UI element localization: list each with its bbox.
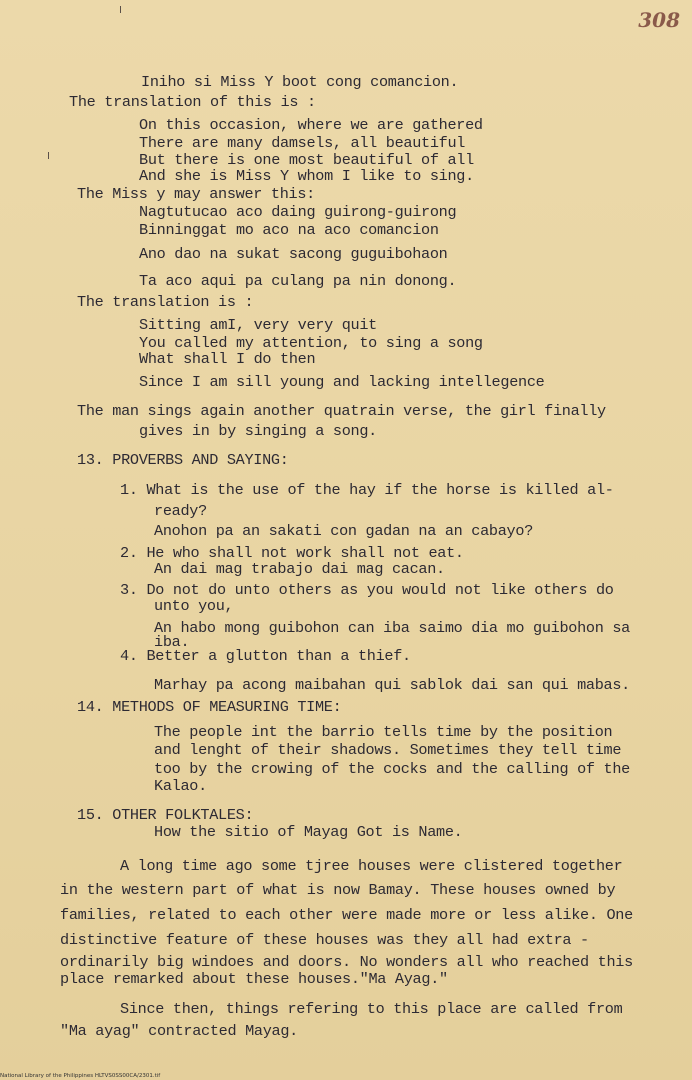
section-heading: 14. METHODS OF MEASURING TIME: bbox=[77, 698, 342, 716]
text-line: But there is one most beautiful of all bbox=[139, 151, 474, 169]
text-line: An habo mong guibohon can iba saimo dia mo guibohon sa bbox=[154, 619, 630, 637]
text-line: Marhay pa acong maibahan qui sablok dai san qui mabas. bbox=[154, 676, 630, 694]
text-line: How the sitio of Mayag Got is Name. bbox=[154, 823, 463, 841]
text-line: The man sings again another quatrain verse, the girl finally bbox=[77, 402, 606, 420]
text-line: Sitting amI, very very quit bbox=[139, 316, 377, 334]
text-line: 3. Do not do unto others as you would not like others do bbox=[120, 581, 614, 599]
text-line: The translation of this is : bbox=[69, 93, 316, 111]
text-line: You called my attention, to sing a song bbox=[139, 334, 483, 352]
text-line: 1. What is the use of the hay if the horse is killed al- bbox=[120, 481, 614, 499]
text-line: And she is Miss Y whom I like to sing. bbox=[139, 167, 474, 185]
text-line: unto you, bbox=[154, 597, 234, 615]
page-number: 308 bbox=[638, 8, 680, 32]
text-line: in the western part of what is now Bamay. These houses owned by bbox=[60, 881, 616, 899]
archive-footer: National Library of the Philippines HLTVS0SS00CA/2301.tif bbox=[0, 1073, 161, 1079]
section-heading: 15. OTHER FOLKTALES: bbox=[77, 806, 254, 824]
text-line: What shall I do then bbox=[139, 350, 316, 368]
text-line: families, related to each other were made more or less alike. One bbox=[60, 906, 633, 924]
text-line: Since I am sill young and lacking intellegence bbox=[139, 373, 545, 391]
text-line: Since then, things refering to this place are called from bbox=[120, 1000, 623, 1018]
text-line: On this occasion, where we are gathered bbox=[139, 116, 483, 134]
text-line: Kalao. bbox=[154, 777, 207, 795]
text-line: gives in by singing a song. bbox=[139, 422, 377, 440]
text-line: Anohon pa an sakati con gadan na an cabayo? bbox=[154, 522, 534, 540]
text-line: ready? bbox=[154, 502, 207, 520]
text-line: Nagtutucao aco daing guirong-guirong bbox=[139, 203, 457, 221]
text-line: The people int the barrio tells time by the position bbox=[154, 723, 613, 741]
text-line: ordinarily big windoes and doors. No wonders all who reached this bbox=[60, 953, 633, 971]
text-line: too by the crowing of the cocks and the calling of the bbox=[154, 760, 630, 778]
margin-mark bbox=[48, 152, 49, 159]
text-line: A long time ago some tjree houses were clistered together bbox=[120, 857, 623, 875]
text-line: iba. bbox=[154, 633, 190, 651]
text-line: 2. He who shall not work shall not eat. bbox=[120, 544, 464, 562]
margin-mark bbox=[120, 6, 121, 13]
text-line: Iniho si Miss Y boot cong comancion. bbox=[141, 73, 459, 91]
text-line: place remarked about these houses."Ma Ayag." bbox=[60, 970, 448, 988]
text-line: The translation is : bbox=[77, 293, 254, 311]
text-line: The Miss y may answer this: bbox=[77, 185, 315, 203]
text-line: Binninggat mo aco na aco comancion bbox=[139, 221, 439, 239]
text-line: and lenght of their shadows. Sometimes they tell time bbox=[154, 741, 622, 759]
text-line: An dai mag trabajo dai mag cacan. bbox=[154, 560, 445, 578]
text-line: Ano dao na sukat sacong guguibohaon bbox=[139, 245, 448, 263]
text-line: distinctive feature of these houses was they all had extra - bbox=[60, 931, 589, 949]
text-line: There are many damsels, all beautiful bbox=[139, 134, 466, 152]
section-heading: 13. PROVERBS AND SAYING: bbox=[77, 451, 289, 469]
text-line: Ta aco aqui pa culang pa nin donong. bbox=[139, 272, 457, 290]
text-line: "Ma ayag" contracted Mayag. bbox=[60, 1022, 298, 1040]
text-line: 4. Better a glutton than a thief. bbox=[120, 647, 411, 665]
